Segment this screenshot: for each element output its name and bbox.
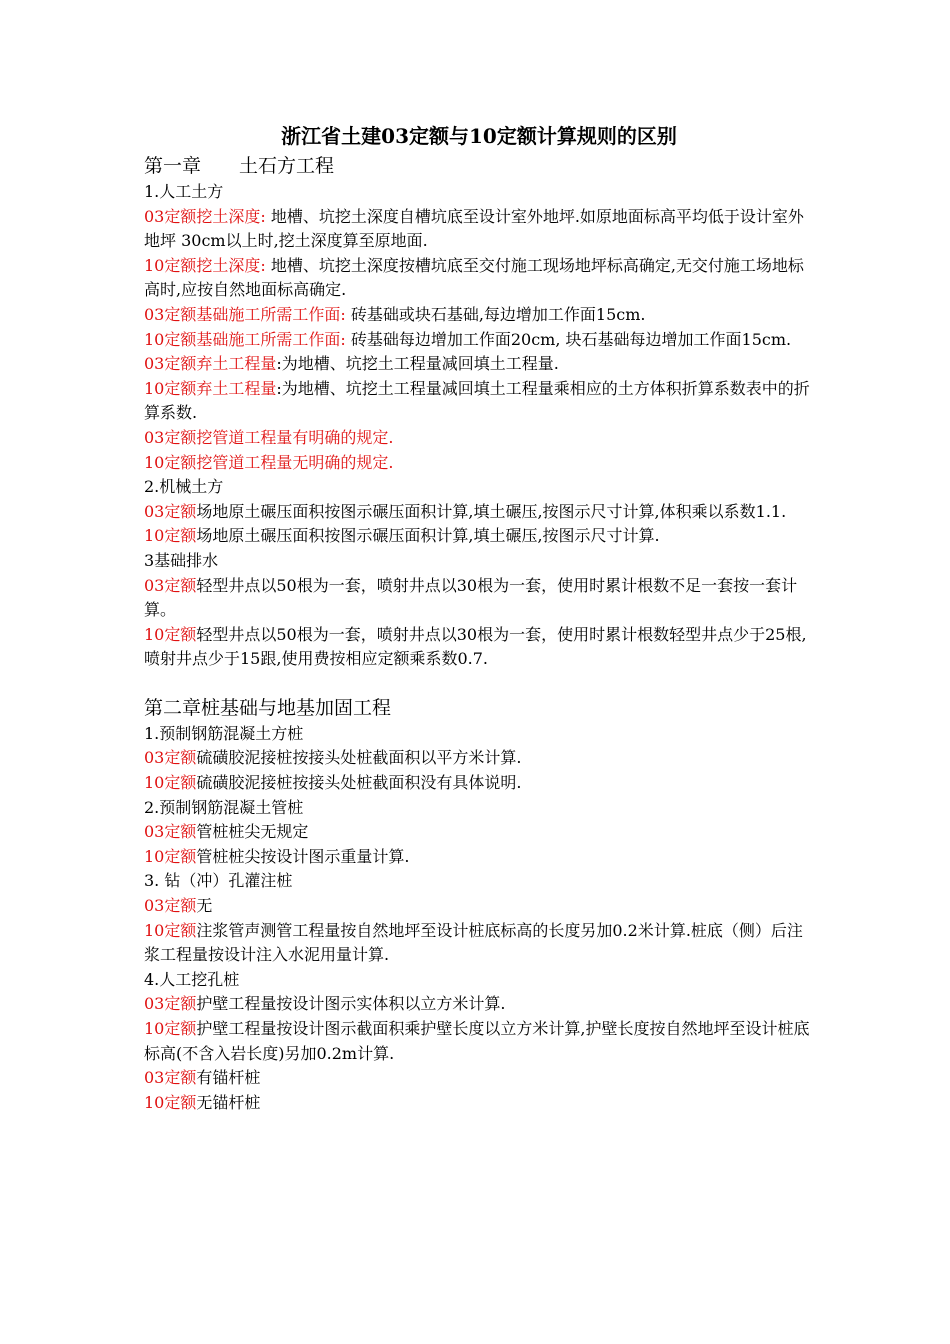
paragraph xyxy=(144,1091,814,1116)
paragraph-text: 砖基础每边增加工作面20cm, 块石基础每边增加工作面15cm. xyxy=(350,329,792,349)
paragraph-text: :为地槽、坑挖土工程量减回填土工程量乘相应的土方体积折算系数表中的折算系数. xyxy=(144,378,810,423)
paragraph xyxy=(144,574,814,623)
section-heading: 1.人工土方 xyxy=(144,182,224,201)
paragraph xyxy=(144,328,814,353)
quota-label: 03定额 xyxy=(144,896,197,916)
section-heading: 2.预制钢筋混凝土管桩 xyxy=(144,797,304,817)
document-page xyxy=(144,120,814,1115)
paragraph-text: 护壁工程量按设计图示截面积乘护壁长度以立方米计算,护壁长度按自然地坪至设计桩底标高(不含入岩长度)另加0.2m计算. xyxy=(144,1019,810,1063)
quota-label: 10定额基础施工所需工作面: xyxy=(144,329,351,349)
paragraph-text: 护壁工程量按设计图示实体积以立方米计算. xyxy=(196,994,506,1014)
paragraph xyxy=(144,746,814,771)
paragraph xyxy=(144,1017,814,1066)
paragraph-text: 地槽、坑挖土深度自槽坑底至设计室外地坪.如原地面标高平均低于设计室外地坪 30cm以上时,挖土深度算至原地面. xyxy=(144,206,804,251)
quota-label: 03定额 xyxy=(144,748,197,768)
paragraph xyxy=(144,377,814,426)
section-heading: 1.预制钢筋混凝土方桩 xyxy=(144,723,304,743)
paragraph xyxy=(144,426,814,451)
paragraph xyxy=(144,500,814,525)
section-heading: 3. 钻（冲）孔灌注桩 xyxy=(144,871,293,891)
quota-label: 03定额 xyxy=(144,575,197,595)
quota-label: 03定额 xyxy=(144,1068,197,1088)
chapter-2-heading: 第二章桩基础与地基加固工程 xyxy=(144,696,392,719)
spacer xyxy=(144,672,814,694)
document-title: 浙江省土建03定额与10定额计算规则的区别 xyxy=(281,124,677,148)
paragraph xyxy=(144,205,814,254)
paragraph xyxy=(144,451,814,476)
paragraph xyxy=(144,352,814,377)
quota-label: 10定额 xyxy=(144,773,197,793)
paragraph xyxy=(144,623,814,672)
paragraph xyxy=(144,303,814,328)
paragraph-text: 无锚杆桩 xyxy=(196,1092,261,1112)
paragraph xyxy=(144,894,814,919)
quota-label: 10定额挖管道工程量无明确的规定. xyxy=(144,452,394,472)
paragraph-text: 无 xyxy=(196,896,213,916)
paragraph-text: 管桩桩尖无规定 xyxy=(196,822,309,842)
paragraph xyxy=(144,1066,814,1091)
section-heading: 2.机械土方 xyxy=(144,477,224,497)
paragraph xyxy=(144,820,814,845)
paragraph-text: 硫磺胶泥接桩按接头处桩截面积以平方米计算. xyxy=(196,748,522,768)
paragraph xyxy=(144,254,814,303)
paragraph xyxy=(144,771,814,796)
section-heading: 3基础排水 xyxy=(144,550,219,570)
quota-label: 10定额弃土工程量 xyxy=(144,378,277,398)
paragraph xyxy=(144,845,814,870)
paragraph-text: 地槽、坑挖土深度按槽坑底至交付施工现场地坪标高确定,无交付施工场地标高时,应按自然地面标高确定. xyxy=(144,255,804,300)
quota-label: 03定额 xyxy=(144,501,197,521)
section-heading: 4.人工挖孔桩 xyxy=(144,969,240,989)
quota-label: 10定额 xyxy=(144,846,197,866)
paragraph-text: 轻型井点以50根为一套，喷射井点以30根为一套，使用时累计根数轻型井点少于25根,喷射井点少于15跟,使用费按相应定额乘系数0.7. xyxy=(144,624,807,669)
quota-label: 03定额弃土工程量 xyxy=(144,354,277,374)
paragraph-text: 轻型井点以50根为一套，喷射井点以30根为一套，使用时累计根数不足一套按一套计算。 xyxy=(144,575,798,620)
quota-label: 03定额 xyxy=(144,822,197,842)
paragraph xyxy=(144,919,814,968)
paragraph xyxy=(144,524,814,549)
quota-label: 10定额 xyxy=(144,624,197,644)
quota-label: 03定额基础施工所需工作面: xyxy=(144,304,351,324)
quota-label: 10定额 xyxy=(144,526,197,546)
quota-label: 03定额 xyxy=(144,994,197,1014)
quota-label: 10定额 xyxy=(144,920,197,940)
paragraph xyxy=(144,992,814,1017)
chapter-1-heading: 第一章 土石方工程 xyxy=(144,155,335,177)
paragraph-text: 硫磺胶泥接桩按接头处桩截面积没有具体说明. xyxy=(196,773,522,793)
paragraph-text: :为地槽、坑挖土工程量减回填土工程量. xyxy=(276,354,559,374)
paragraph-text: 管桩桩尖按设计图示重量计算. xyxy=(196,846,410,866)
paragraph-text: 注浆管声测管工程量按自然地坪至设计桩底标高的长度另加0.2米计算.桩底（侧）后注浆工程量按设计注入水泥用量计算. xyxy=(144,920,803,965)
paragraph-text: 场地原土碾压面积按图示碾压面积计算,填土碾压,按图示尺寸计算,体积乘以系数1.1. xyxy=(196,501,787,521)
quota-label: 03定额挖管道工程量有明确的规定. xyxy=(144,427,394,447)
quota-label: 10定额 xyxy=(144,1092,197,1112)
paragraph-text: 场地原土碾压面积按图示碾压面积计算,填土碾压,按图示尺寸计算. xyxy=(196,526,660,546)
quota-label: 10定额 xyxy=(144,1019,197,1038)
quota-label: 10定额挖土深度: xyxy=(144,255,271,275)
paragraph-text: 有锚杆桩 xyxy=(196,1068,261,1088)
quota-label: 03定额挖土深度: xyxy=(144,206,271,226)
paragraph-text: 砖基础或块石基础,每边增加工作面15cm. xyxy=(350,304,646,324)
